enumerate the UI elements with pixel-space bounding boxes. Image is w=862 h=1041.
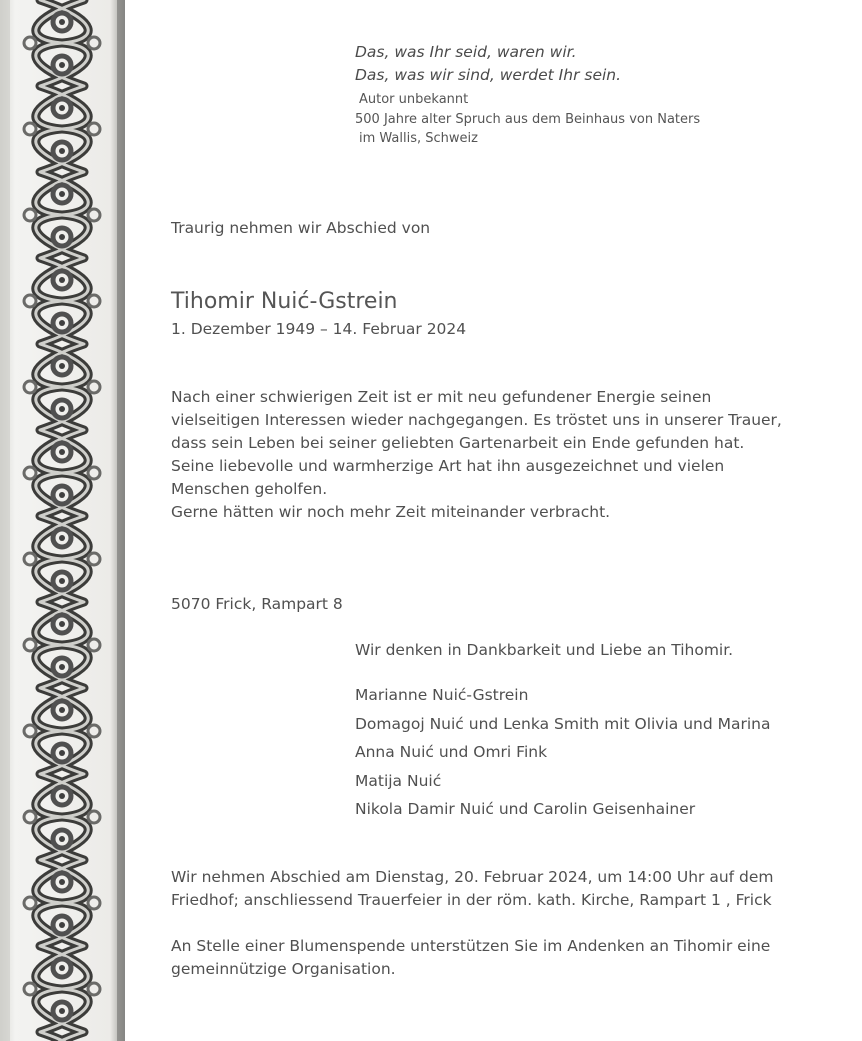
- intro-text: Traurig nehmen wir Abschied von: [171, 219, 431, 237]
- ceremony-info: [171, 866, 774, 912]
- family-member: Nikola Damir Nuić und Carolin Geisenhainer: [355, 800, 696, 818]
- motto-line-1: Das, was Ihr seid, waren wir.: [355, 43, 577, 61]
- donation-line: gemeinnützige Organisation.: [171, 960, 396, 978]
- deceased-name: Tihomir Nuić-Gstrein: [171, 289, 398, 314]
- address: 5070 Frick, Rampart 8: [171, 595, 343, 613]
- carved-stone-border: [0, 0, 125, 1041]
- message-line: Gerne hätten wir noch mehr Zeit miteinander verbracht.: [171, 503, 611, 521]
- motto-source-2: im Wallis, Schweiz: [359, 131, 478, 146]
- donation-info: [171, 935, 770, 981]
- obituary-message: [171, 386, 782, 524]
- message-line: Menschen geholfen.: [171, 480, 328, 498]
- stone-pattern-graphic: [0, 0, 125, 1041]
- deceased-dates: 1. Dezember 1949 – 14. Februar 2024: [171, 320, 467, 338]
- message-line: vielseitigen Interessen wieder nachgegangen. Es tröstet uns in unserer Trauer,: [171, 411, 782, 429]
- family-member: Domagoj Nuić und Lenka Smith mit Olivia und Marina: [355, 714, 771, 733]
- remembrance-text: Wir denken in Dankbarkeit und Liebe an Tihomir.: [355, 641, 734, 659]
- motto-author: Autor unbekannt: [359, 92, 469, 107]
- motto-source-1: 500 Jahre alter Spruch aus dem Beinhaus von Naters: [355, 112, 701, 127]
- family-member: Anna Nuić und Omri Fink: [355, 743, 548, 761]
- motto-line-2: Das, was wir sind, werdet Ihr sein.: [355, 66, 622, 84]
- family-list: [355, 686, 771, 829]
- ceremony-line: Wir nehmen Abschied am Dienstag, 20. Februar 2024, um 14:00 Uhr auf dem: [171, 868, 774, 886]
- message-line: Seine liebevolle und warmherzige Art hat ihn ausgezeichnet und vielen: [171, 457, 725, 475]
- message-line: dass sein Leben bei seiner geliebten Gartenarbeit ein Ende gefunden hat.: [171, 434, 745, 452]
- ceremony-line: Friedhof; anschliessend Trauerfeier in der röm. kath. Kirche, Rampart 1 , Frick: [171, 891, 772, 909]
- family-member: Marianne Nuić-Gstrein: [355, 686, 529, 704]
- message-line: Nach einer schwierigen Zeit ist er mit neu gefundener Energie seinen: [171, 388, 712, 406]
- donation-line: An Stelle einer Blumenspende unterstützen Sie im Andenken an Tihomir eine: [171, 937, 771, 955]
- family-member: Matija Nuić: [355, 771, 442, 790]
